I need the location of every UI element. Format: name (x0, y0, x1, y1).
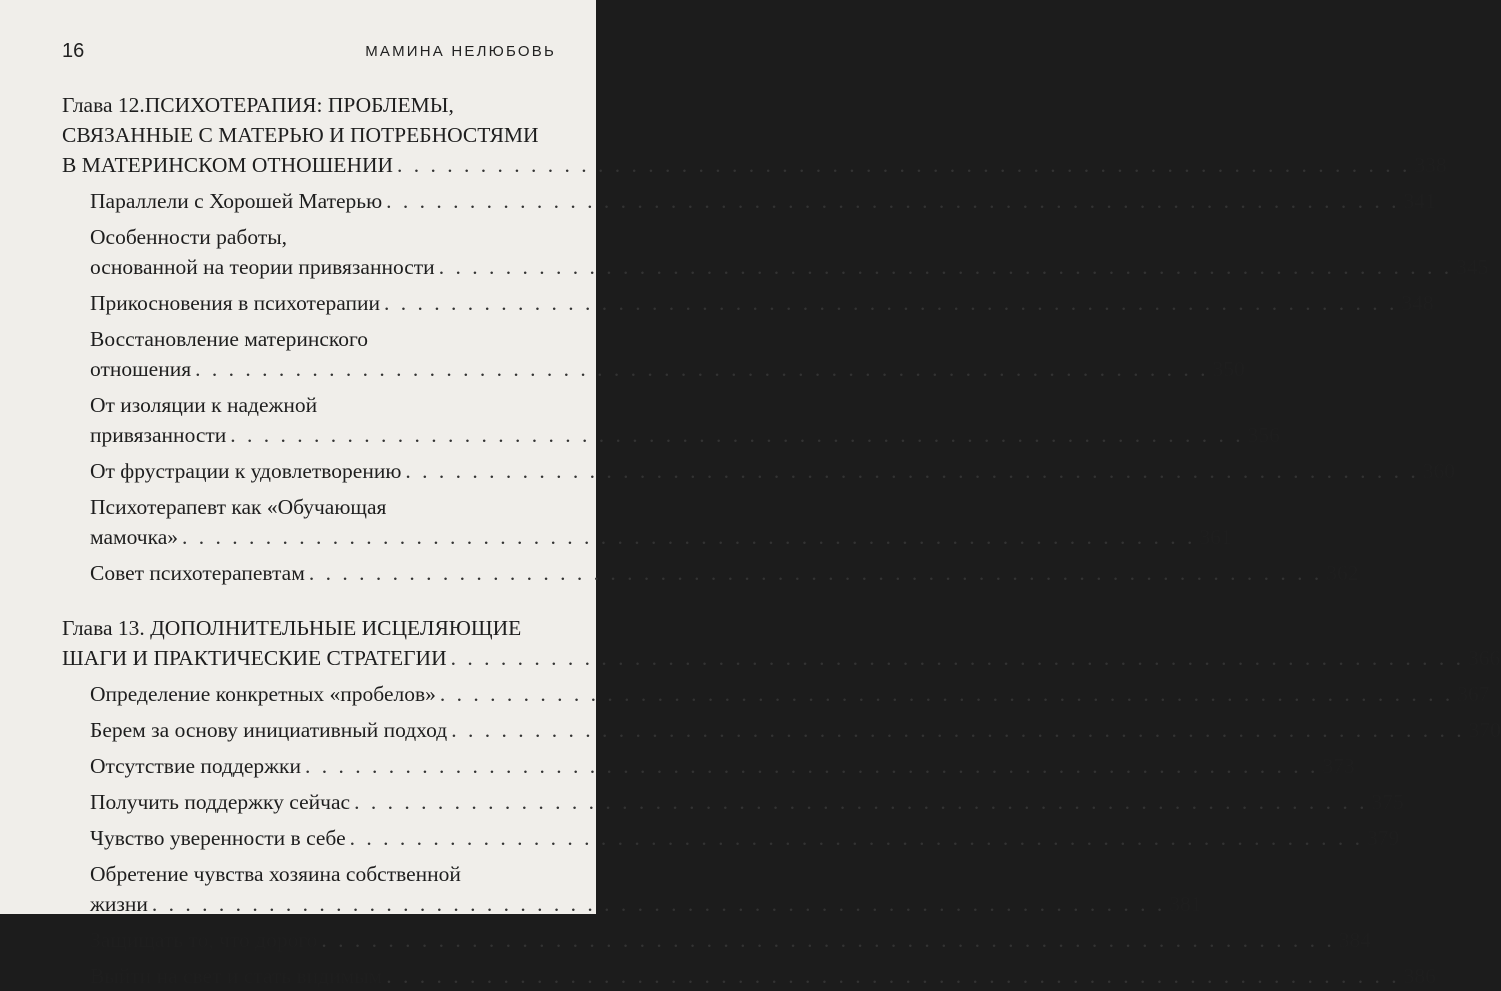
entry-page: 345 (1456, 255, 1489, 279)
toc-entry (62, 186, 1436, 216)
toc-entry (62, 288, 1434, 318)
dot-leader (309, 558, 1322, 588)
entry-title: Выйти на свет и стать видимым (90, 964, 383, 988)
dot-leader (397, 150, 1410, 180)
entry-title: жизни (90, 892, 148, 916)
dot-leader (230, 420, 1243, 450)
entry-page: 379 (1367, 826, 1400, 850)
chapter-page: 338 (1414, 153, 1447, 177)
toc-entry (62, 961, 1436, 991)
entry-title: основанной на теории привязанности (90, 255, 435, 279)
entry-title: От фрустрации к удовлетворению (90, 459, 402, 483)
chapter-title-line: СВЯЗАННЫЕ С МАТЕРЬЮ И ПОТРЕБНОСТЯМИ (62, 123, 539, 147)
entry-title: Определение конкретных «пробелов» (90, 682, 436, 706)
dot-leader (439, 252, 1452, 282)
toc-entry (62, 823, 1400, 853)
dot-leader (386, 186, 1399, 216)
toc-entry (62, 456, 1456, 486)
dot-leader (451, 643, 1464, 673)
toc-entry (62, 787, 1404, 817)
toc-entry (62, 679, 1490, 709)
entry-title: привязанности (90, 423, 227, 447)
chapter-title-line: Глава 12.ПСИХОТЕРАПИЯ: ПРОБЛЕМЫ, (62, 93, 454, 117)
toc-entry (62, 751, 1355, 781)
chapter-page: 366 (1467, 646, 1501, 670)
entry-title: Берем за основу инициативный подход (90, 718, 448, 742)
entry-page: 367 (1457, 682, 1490, 706)
entry-title: Совет психотерапевтам (90, 561, 305, 585)
entry-title-line: Особенности работы, (90, 225, 288, 249)
entry-title: Получить поддержку сейчас (90, 790, 351, 814)
entry-page: 386 (1403, 964, 1436, 988)
toc-entry (62, 558, 1359, 588)
entry-page: 341 (1403, 189, 1436, 213)
chapter-title-text: ШАГИ И ПРАКТИЧЕСКИЕ СТРАТЕГИИ (62, 646, 447, 670)
dot-leader (321, 925, 1334, 955)
dot-leader (384, 288, 1397, 318)
toc-entry (62, 925, 1372, 955)
entry-page: 370 (1468, 718, 1501, 742)
entry-title: Защищать то, что дорого (90, 928, 318, 952)
entry-title: Отсутствие поддержки (90, 754, 301, 778)
entry-page: 348 (1401, 291, 1434, 315)
entry-page: 360 (1422, 459, 1456, 483)
entry-title: мамочка» (90, 525, 179, 549)
dot-leader (305, 751, 1318, 781)
running-title: МАМИНА НЕЛЮБОВЬ (365, 43, 556, 60)
entry-title: Параллели с Хорошей Матерью (90, 189, 383, 213)
dot-leader (451, 715, 1464, 745)
entry-title-line: Обретение чувства хозяина собственной (90, 862, 461, 886)
entry-title: Прикосновения в психотерапии (90, 291, 381, 315)
table-of-contents (62, 90, 1501, 991)
entry-page: 356 (1247, 423, 1280, 447)
chapter-title-text: В МАТЕРИНСКОМ ОТНОШЕНИИ (62, 153, 394, 177)
entry-page: 381 (1169, 892, 1202, 916)
entry-page: 362 (1326, 561, 1359, 585)
chapter-13 (62, 613, 1501, 673)
entry-title-line: Психотерапевт как «Обучающая (90, 495, 387, 519)
toc-entry (62, 715, 1501, 745)
entry-page: 375 (1371, 790, 1404, 814)
dot-leader (182, 522, 1195, 552)
page-number: 16 (62, 40, 85, 62)
dot-leader (440, 679, 1453, 709)
entry-page: 361 (1199, 525, 1232, 549)
entry-page: 350 (1212, 357, 1245, 381)
chapter-title-last-line (62, 643, 1501, 673)
toc-entry (62, 222, 1489, 282)
entry-page: 384 (1338, 928, 1372, 952)
entry-title-line: Восстановление материнского (90, 327, 369, 351)
dot-leader (152, 889, 1165, 919)
toc-entry (62, 859, 1202, 919)
entry-title: Чувство уверенности в себе (90, 826, 346, 850)
dot-leader (195, 354, 1208, 384)
dot-leader (405, 456, 1418, 486)
dot-leader (386, 961, 1399, 991)
toc-entry (62, 492, 1232, 552)
entry-title: отношения (90, 357, 192, 381)
toc-entry (62, 390, 1280, 450)
entry-page: 373 (1322, 754, 1355, 778)
toc-entry (62, 324, 1245, 384)
chapter-title-line: Глава 13. ДОПОЛНИТЕЛЬНЫЕ ИСЦЕЛЯЮЩИЕ (62, 616, 522, 640)
dot-leader (354, 787, 1367, 817)
dot-leader (350, 823, 1363, 853)
chapter-12 (62, 90, 1447, 180)
entry-title-line: От изоляции к надежной (90, 393, 318, 417)
chapter-title-last-line (62, 150, 1447, 180)
